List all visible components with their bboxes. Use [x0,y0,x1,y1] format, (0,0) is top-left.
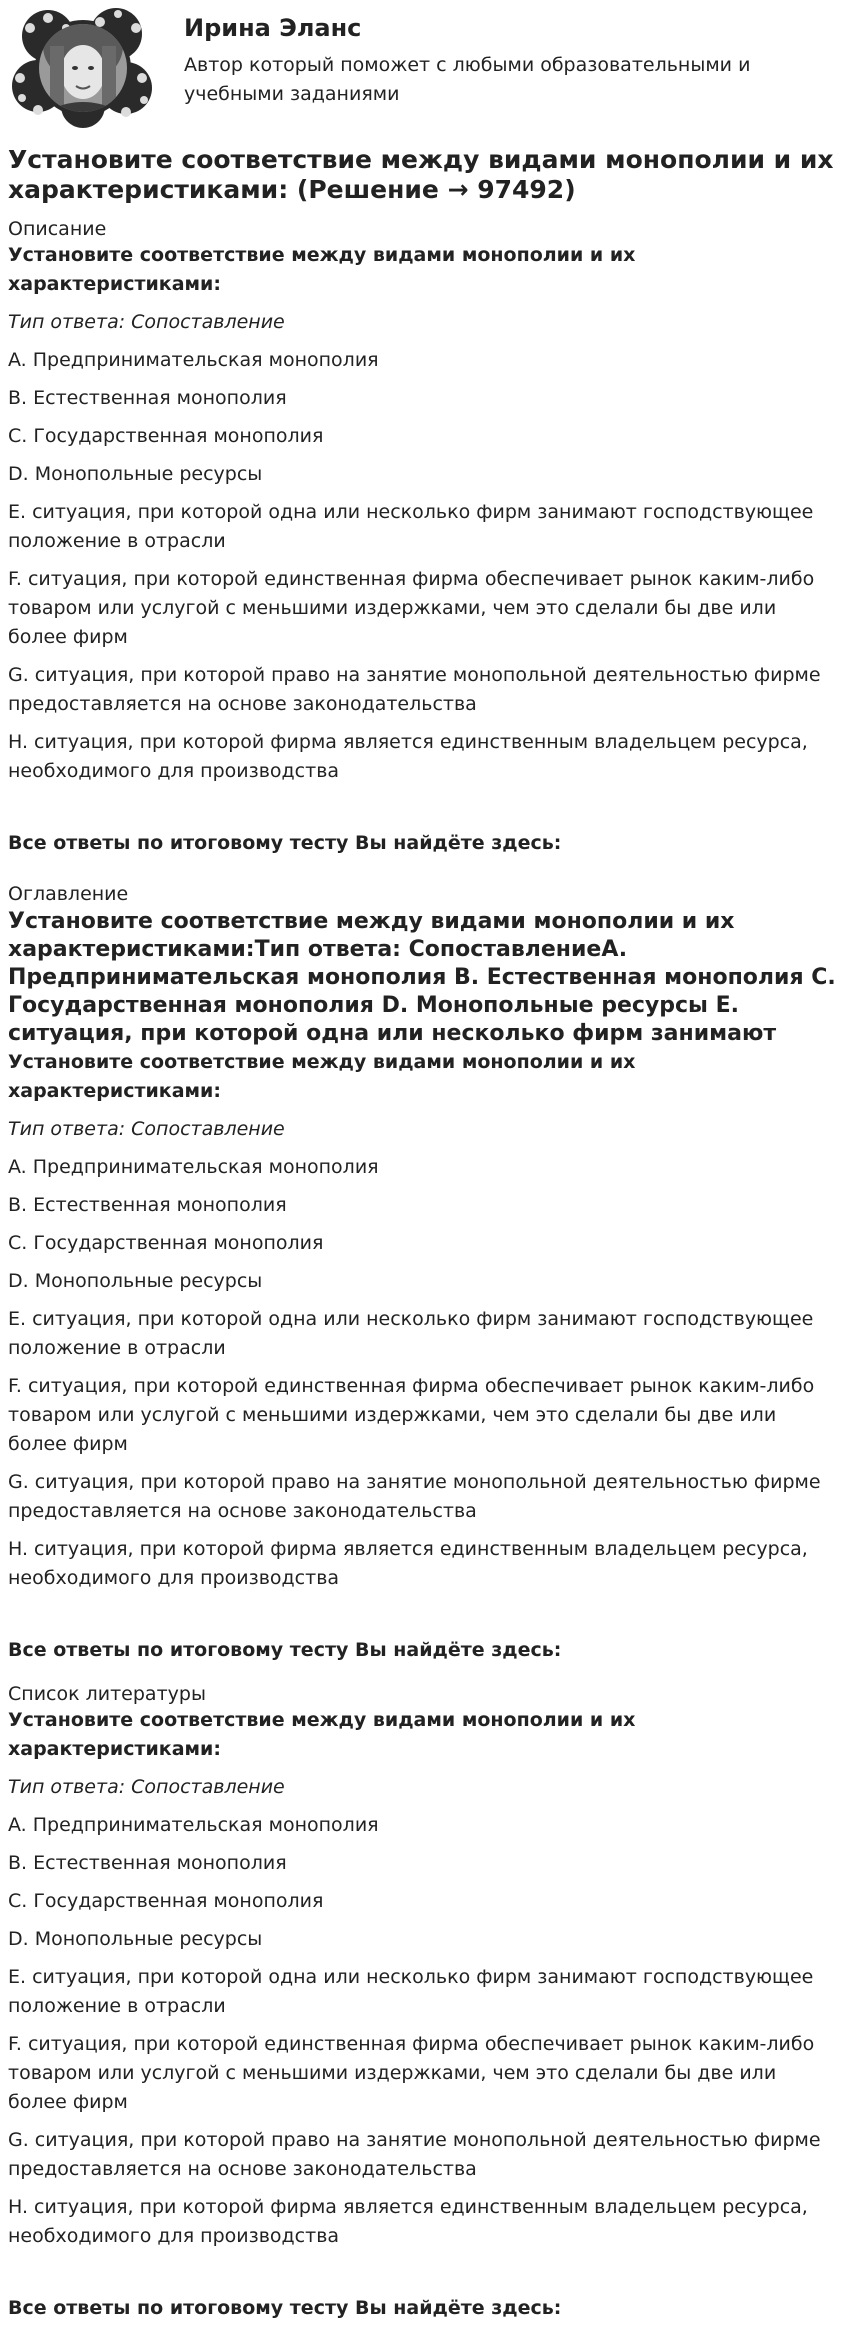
option-f: F. ситуация, при которой единственная фирма обеспечивает рынок каким-либо товаром или услугой с меньшими издержками, чем это сделали бы две или более фирм [8,2033,815,2113]
option-c: C. Государственная монополия [8,425,324,447]
literature-label: Список литературы [8,1683,206,1705]
answer-type: Тип ответа: Сопоставление [8,1118,285,1140]
answers-link[interactable]: Все ответы по итоговому тесту Вы найдёте здесь: [8,832,562,854]
option-b: B. Естественная монополия [8,1852,287,1874]
author-name[interactable]: Ирина Эланс [184,14,362,42]
option-b: B. Естественная монополия [8,1194,287,1216]
option-g: G. ситуация, при которой право на занятие монопольной деятельностью фирме предоставляется на основе законодательства [8,1471,821,1522]
question-heading: Установите соответствие между видами монополии и их характеристиками: [8,1709,636,1760]
option-e: E. ситуация, при которой одна или несколько фирм занимают господствующее положение в отрасли [8,1308,814,1359]
author-card [8,6,839,131]
option-a: A. Предпринимательская монополия [8,349,379,371]
description-label: Описание [8,218,107,240]
option-b: B. Естественная монополия [8,387,287,409]
option-c: C. Государственная монополия [8,1890,324,1912]
author-avatar [8,6,154,128]
question-heading: Установите соответствие между видами монополии и их характеристиками: [8,244,636,295]
toc-label: Оглавление [8,883,129,905]
option-e: E. ситуация, при которой одна или несколько фирм занимают господствующее положение в отрасли [8,501,814,552]
option-h: H. ситуация, при которой фирма является единственным владельцем ресурса, необходимого для производства [8,1538,808,1589]
description-section [8,217,840,858]
option-h: H. ситуация, при которой фирма является единственным владельцем ресурса, необходимого для производства [8,2196,808,2247]
option-d: D. Монопольные ресурсы [8,1928,263,1950]
option-g: G. ситуация, при которой право на занятие монопольной деятельностью фирме предоставляется на основе законодательства [8,664,821,715]
option-a: A. Предпринимательская монополия [8,1156,379,1178]
answers-link[interactable]: Все ответы по итоговому тесту Вы найдёте здесь: [8,1639,562,1661]
toc-section [8,882,840,1665]
option-d: D. Монопольные ресурсы [8,463,263,485]
question-heading: Установите соответствие между видами монополии и их характеристиками: [8,1051,636,1102]
author-description: Автор который поможет с любыми образовательными и учебными заданиями [184,54,751,105]
answer-type: Тип ответа: Сопоставление [8,1776,285,1798]
page-title: Установите соответствие между видами монополии и их характеристиками: (Решение → 97492) [8,145,834,204]
option-a: A. Предпринимательская монополия [8,1814,379,1836]
option-d: D. Монопольные ресурсы [8,1270,263,1292]
option-h: H. ситуация, при которой фирма является единственным владельцем ресурса, необходимого для производства [8,731,808,782]
answers-link[interactable]: Все ответы по итоговому тесту Вы найдёте здесь: [8,2297,562,2319]
option-e: E. ситуация, при которой одна или несколько фирм занимают господствующее положение в отрасли [8,1966,814,2017]
option-c: C. Государственная монополия [8,1232,324,1254]
toc-heading: Установите соответствие между видами монополии и их характеристиками:Тип ответа: СопоставлениеA. Предпринимательская монополия B. Естественная монополия C. Государственная монополия D. Монопольные ресурсы E. ситуация, при которой одна или несколько фирм занимают [8,909,836,1046]
literature-section [8,1682,840,2323]
option-g: G. ситуация, при которой право на занятие монопольной деятельностью фирме предоставляется на основе законодательства [8,2129,821,2180]
option-f: F. ситуация, при которой единственная фирма обеспечивает рынок каким-либо товаром или услугой с меньшими издержками, чем это сделали бы две или более фирм [8,1375,815,1455]
answer-type: Тип ответа: Сопоставление [8,311,285,333]
option-f: F. ситуация, при которой единственная фирма обеспечивает рынок каким-либо товаром или услугой с меньшими издержками, чем это сделали бы две или более фирм [8,568,815,648]
